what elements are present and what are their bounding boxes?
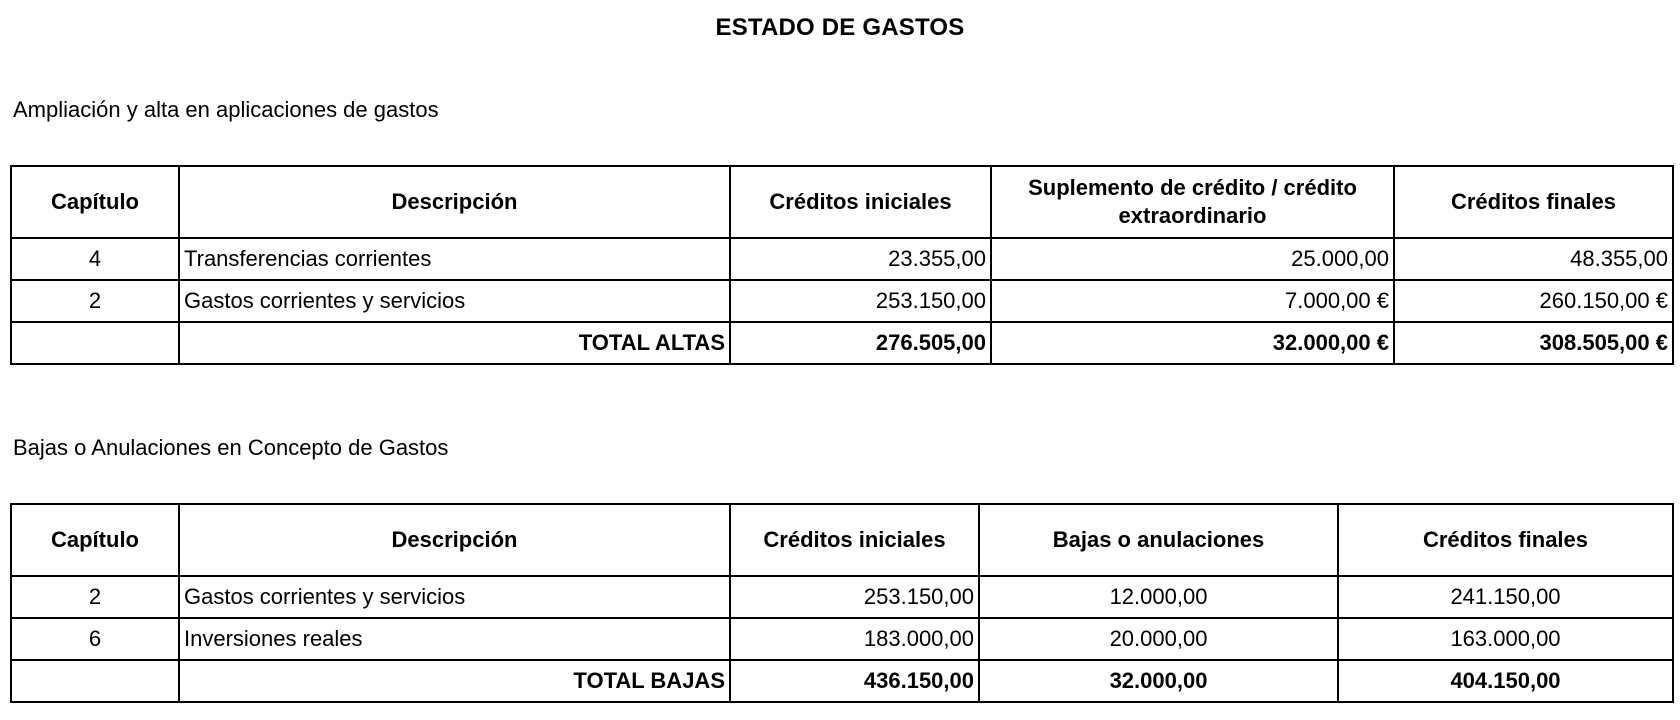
cell-creditos-finales: 163.000,00	[1338, 618, 1673, 660]
cell-creditos-finales: 241.150,00	[1338, 576, 1673, 618]
total-label: TOTAL ALTAS	[179, 322, 730, 364]
header-suplemento: Suplemento de crédito / crédito extraordinario	[991, 166, 1394, 238]
table-header-row	[11, 166, 1673, 238]
header-creditos-finales: Créditos finales	[1338, 504, 1673, 576]
cell-empty	[11, 660, 179, 702]
altas-table	[10, 165, 1674, 365]
cell-descripcion: Gastos corrientes y servicios	[179, 280, 730, 322]
cell-creditos-iniciales: 183.000,00	[730, 618, 979, 660]
table-row	[11, 280, 1673, 322]
total-row	[11, 322, 1673, 364]
table-row	[11, 618, 1673, 660]
total-creditos-iniciales: 276.505,00	[730, 322, 991, 364]
total-row	[11, 660, 1673, 702]
total-creditos-iniciales: 436.150,00	[730, 660, 979, 702]
cell-creditos-iniciales: 253.150,00	[730, 280, 991, 322]
page-title: ESTADO DE GASTOS	[715, 14, 965, 41]
total-creditos-finales: 308.505,00 €	[1394, 322, 1673, 364]
cell-capitulo: 2	[11, 280, 179, 322]
cell-bajas: 20.000,00	[979, 618, 1338, 660]
total-label: TOTAL BAJAS	[179, 660, 730, 702]
header-capitulo: Capítulo	[11, 504, 179, 576]
cell-creditos-iniciales: 23.355,00	[730, 238, 991, 280]
cell-descripcion: Inversiones reales	[179, 618, 730, 660]
total-bajas: 32.000,00	[979, 660, 1338, 702]
cell-capitulo: 6	[11, 618, 179, 660]
altas-section-heading: Ampliación y alta en aplicaciones de gastos	[13, 97, 439, 122]
header-capitulo: Capítulo	[11, 166, 179, 238]
cell-bajas: 12.000,00	[979, 576, 1338, 618]
header-descripcion: Descripción	[179, 166, 730, 238]
bajas-table	[10, 503, 1674, 703]
cell-creditos-finales: 260.150,00 €	[1394, 280, 1673, 322]
table-row	[11, 576, 1673, 618]
cell-descripcion: Transferencias corrientes	[179, 238, 730, 280]
bajas-section-heading: Bajas o Anulaciones en Concepto de Gastos	[13, 435, 449, 460]
cell-capitulo: 4	[11, 238, 179, 280]
header-creditos-iniciales: Créditos iniciales	[730, 504, 979, 576]
total-suplemento: 32.000,00 €	[991, 322, 1394, 364]
header-creditos-iniciales: Créditos iniciales	[730, 166, 991, 238]
cell-descripcion: Gastos corrientes y servicios	[179, 576, 730, 618]
header-descripcion: Descripción	[179, 504, 730, 576]
cell-creditos-iniciales: 253.150,00	[730, 576, 979, 618]
cell-suplemento: 7.000,00 €	[991, 280, 1394, 322]
cell-suplemento: 25.000,00	[991, 238, 1394, 280]
cell-empty	[11, 322, 179, 364]
table-header-row	[11, 504, 1673, 576]
cell-creditos-finales: 48.355,00	[1394, 238, 1673, 280]
cell-capitulo: 2	[11, 576, 179, 618]
total-creditos-finales: 404.150,00	[1338, 660, 1673, 702]
header-bajas: Bajas o anulaciones	[979, 504, 1338, 576]
table-row	[11, 238, 1673, 280]
header-creditos-finales: Créditos finales	[1394, 166, 1673, 238]
